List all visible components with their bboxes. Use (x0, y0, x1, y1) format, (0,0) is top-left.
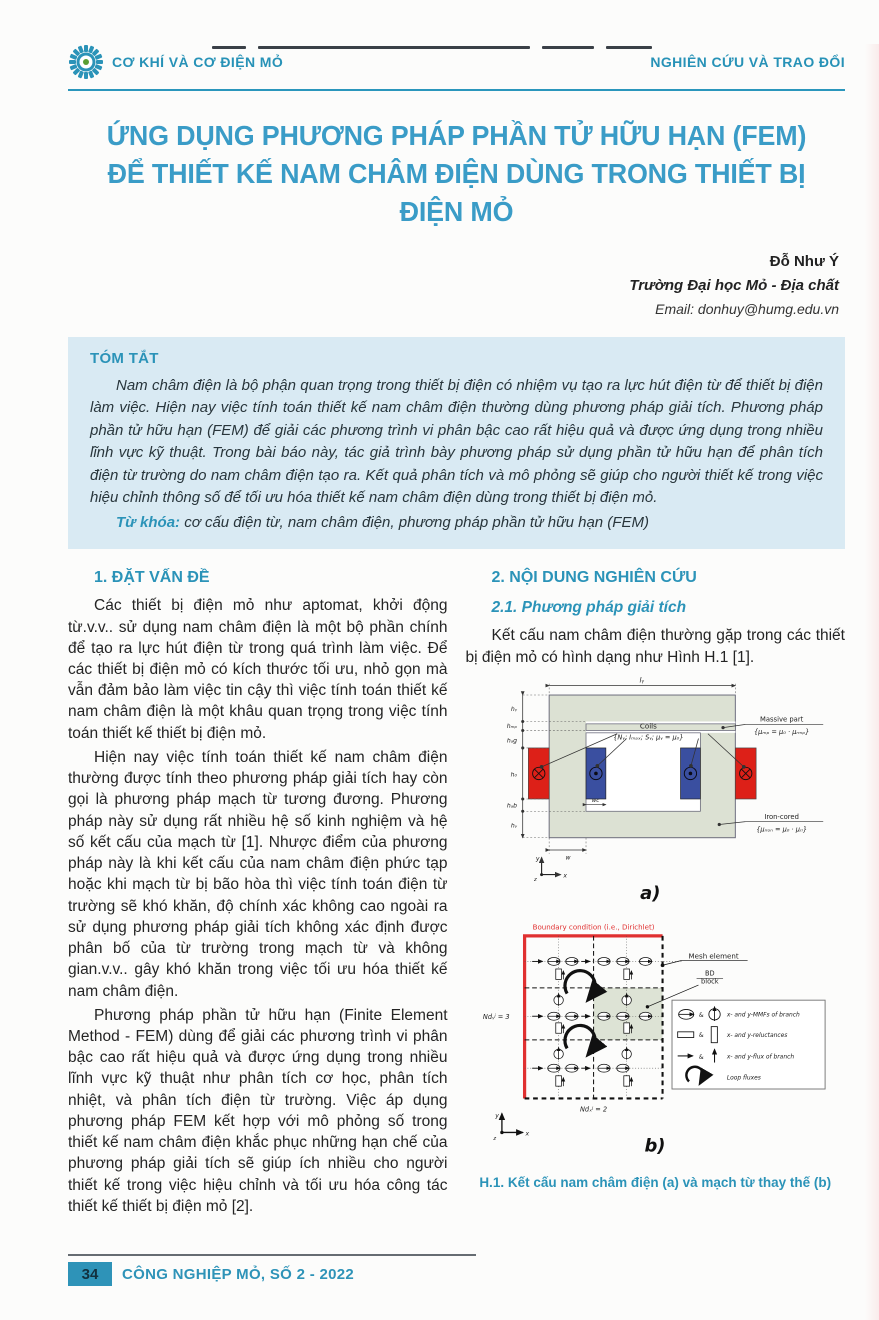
gear-icon (68, 44, 104, 80)
fig-a-width-label: w (565, 854, 571, 862)
fig-a-dim-hmp: hₘₚ (506, 722, 517, 730)
svg-text:y: y (535, 855, 540, 863)
svg-text:x: x (562, 872, 567, 880)
fig-a-coils-label: Coils (639, 721, 657, 731)
page-footer (68, 1254, 476, 1286)
loop-flux-arrow (564, 1025, 594, 1050)
fig-b-bottom-count-label: Ndₓʲ = 2 (579, 1105, 607, 1114)
fig-a-dim-hy-bottom: hᵧ (510, 822, 517, 830)
journal-section-title: CƠ KHÍ VÀ CƠ ĐIỆN MỎ (112, 54, 284, 70)
journal-issue-label: CÔNG NGHIỆP MỎ, SỐ 2 - 2022 (122, 1265, 355, 1283)
fig-a-iron-core-label: Iron-cored (763, 812, 799, 821)
fig-b-legend-entry-loop: Loop fluxes (726, 1074, 761, 1082)
fig-a-top-dimension: lᵧ (638, 675, 644, 685)
author-email: Email: donhuy@humg.edu.vn (655, 301, 839, 318)
fig-a-left-dim-line (521, 695, 523, 838)
keywords-line (90, 512, 823, 535)
journal-header (68, 44, 845, 91)
fig-b-legend-amp-2: & (698, 1031, 704, 1039)
fig-b-legend-amp-3: & (698, 1053, 704, 1061)
article-columns (68, 561, 845, 1220)
section-2-heading: 2. NỘI DUNG NGHIÊN CỨU (491, 569, 697, 587)
fig-b-mesh-element-label: Mesh element (688, 951, 739, 961)
fig-a-dim-h0: h₀ (510, 771, 517, 779)
scan-artifact-line (542, 46, 594, 49)
fig-a-iron-core-formula: {μᵢᵣₒₙ = μ₀ · μᵣᵢ} (755, 825, 807, 834)
fig-b-legend-entry-mmf: x- and y-MMFs of branch (726, 1011, 800, 1019)
fig-b-boundary-label: Boundary condition (i.e., Dirichlet) (532, 922, 655, 932)
paper-page (0, 44, 879, 1220)
fig-b-label: b) (643, 1135, 666, 1157)
figure-a-electromagnet (466, 674, 846, 911)
left-column (68, 561, 448, 1220)
fig-a-massive-part-label: Massive part (759, 715, 803, 724)
author-affiliation: Trường Đại học Mỏ - Địa chất (629, 277, 839, 295)
page-number: 34 (68, 1262, 112, 1286)
paper-title-line2: ĐỂ THIẾT KẾ NAM CHÂM ĐIỆN DÙNG TRONG THIẾT BỊ ĐIỆN MỎ (107, 157, 806, 227)
fig-b-legend-amp-1: & (698, 1011, 704, 1019)
fig-a-massive-part-formula: {μₘₚ = μ₀ · μᵣₘₚ} (753, 727, 809, 736)
fig-b-axes (492, 1112, 529, 1142)
section-1-paragraph-3: Phương pháp phần tử hữu hạn (Finite Element Method - FEM) dùng để giải các phương trình vi phân bậc cao rất hiệu quả và được ứng dụng trong nhiều lĩnh vực kỹ thuật như phân tích cơ học, phân tích nhiệt, và phân tích điện từ trường. Việc áp dụng phương pháp FEM kết hợp với mô phỏng số trong thiết kế nam châm điện khắc phục những hạn chế của phương pháp giải tích sẽ giúp ích nhiều cho người thiết kế trong việc hiệu chỉnh và tối ưu hóa công tác thiết kế thiết bị điện mỏ [2]. (68, 1006, 448, 1215)
svg-text:z: z (533, 876, 537, 883)
fig-a-dim-hab: hₐb (506, 802, 517, 810)
loop-flux-arrow (564, 970, 594, 995)
fig-a-axes (533, 855, 567, 883)
fig-b-left-count-label: Ndᵧʲ = 3 (482, 1012, 510, 1021)
keywords-label: Từ khóa: (116, 513, 181, 531)
fig-a-dim-hag: hₐg (506, 737, 517, 745)
section-2-1-subheading: 2.1. Phương pháp giải tích (491, 599, 687, 617)
section-1-heading: 1. ĐẶT VẤN ĐỀ (94, 569, 210, 587)
fig-a-massive-plate (586, 724, 735, 731)
fig-a-coil-width-label: wc (591, 797, 599, 804)
section-1-paragraph-1: Các thiết bị điện mỏ như aptomat, khởi động từ.v.v.. sử dụng nam châm điện là một bộ phần chính để tạo ra lực hút điện từ trong quá trình làm việc. Để các thiết bị điện mỏ có kích thước tối ưu, nhỏ gọn mà vẫn đảm bảo làm việc tin cậy thì việc tính toán thiết kế nam châm điện là một khâu quan trọng trong việc tính toán thiết kế thiết bị điện mỏ. (68, 597, 448, 742)
right-column (466, 561, 846, 1220)
abstract-body: Nam châm điện là bộ phận quan trọng trong thiết bị điện có nhiệm vụ tạo ra lực hút điện từ để thiết bị điện làm việc. Hiện nay việc tính toán thiết kế nam châm điện thường dùng phương pháp giải tích. Phương pháp phần tử hữu hạn (FEM) để giải các phương trình vi phân bậc cao rất hiệu quả và được ứng dụng trong nhiều lĩnh vực kỹ thuật. Trong bài báo này, tác giả trình bày phương pháp sử dụng phần tử hữu hạn để phân tích điện từ trường do nam châm điện tạo ra. Kết quả phân tích và mô phỏng sẽ giúp cho người thiết kế trong việc hiệu chỉnh thông số để tối ưu hóa thiết kế nam châm điện dùng trong thiết bị điện mỏ. (90, 376, 823, 507)
figure-b-mesh-circuit (466, 917, 846, 1163)
journal-rubric: NGHIÊN CỨU VÀ TRAO ĐỔI (650, 54, 845, 70)
author-block (68, 250, 845, 320)
keywords-text: cơ cấu điện từ, nam châm điện, phương pháp phần tử hữu hạn (FEM) (180, 513, 649, 531)
scan-artifact-line (212, 46, 246, 49)
scan-artifact-line (258, 46, 530, 49)
svg-text:z: z (492, 1135, 496, 1142)
fig-b-bd-label-line1: BD (704, 969, 715, 978)
svg-text:x: x (525, 1130, 529, 1138)
paper-title (84, 117, 830, 230)
scan-artifact-line (606, 46, 652, 49)
fig-b-legend-entry-flux: x- and y-flux of branch (726, 1053, 794, 1061)
author-name: Đỗ Như Ý (769, 253, 839, 271)
svg-text:y: y (494, 1112, 499, 1120)
fig-a-label: a) (639, 882, 660, 904)
section-1-paragraph-2: Hiện nay việc tính toán thiết kế nam châm điện thường được tính theo phương pháp giải tích hay còn gọi là phương pháp mạch từ tương đương. Phương pháp này sử dụng rất nhiều hệ số kinh nghiệm và hệ số kết cấu của mạch từ [1]. Nhược điểm của phương pháp này là khi kết cấu của nam châm điện phức tạp hoặc khi mạch từ bị bão hòa thì việc tính toán điện từ trường sẽ khó khăn, độ chính xác không cao ngoài ra sử dụng phương pháp giải tích không xác định được phân bố của từ trường trong mạch từ và không gian.v.v.. gây khó khăn trong việc tối ưu hóa thiết kế nam châm điện. (68, 748, 448, 1000)
paper-title-line1: ỨNG DỤNG PHƯƠNG PHÁP PHẦN TỬ HỮU HẠN (FEM) (106, 120, 807, 151)
abstract-heading: TÓM TẮT (90, 349, 159, 367)
fig-b-bd-label-line2: block (700, 977, 719, 986)
fig-b-legend-entry-reluctance: x- and y-reluctances (726, 1031, 787, 1039)
fig-a-coils-formula: {Nᵧ; Iₘₐₓ; Sᵧ; μᵧ = μ₀} (612, 733, 684, 742)
abstract-box (68, 337, 845, 550)
fig-a-dim-hy-top: hᵧ (510, 705, 517, 713)
figure-caption: H.1. Kết cấu nam châm điện (a) và mạch từ thay thế (b) (479, 1174, 832, 1190)
section-2-paragraph-1: Kết cấu nam châm điện thường gặp trong các thiết bị điện mỏ có hình dạng như Hình H.1 [1]. (465, 627, 845, 666)
